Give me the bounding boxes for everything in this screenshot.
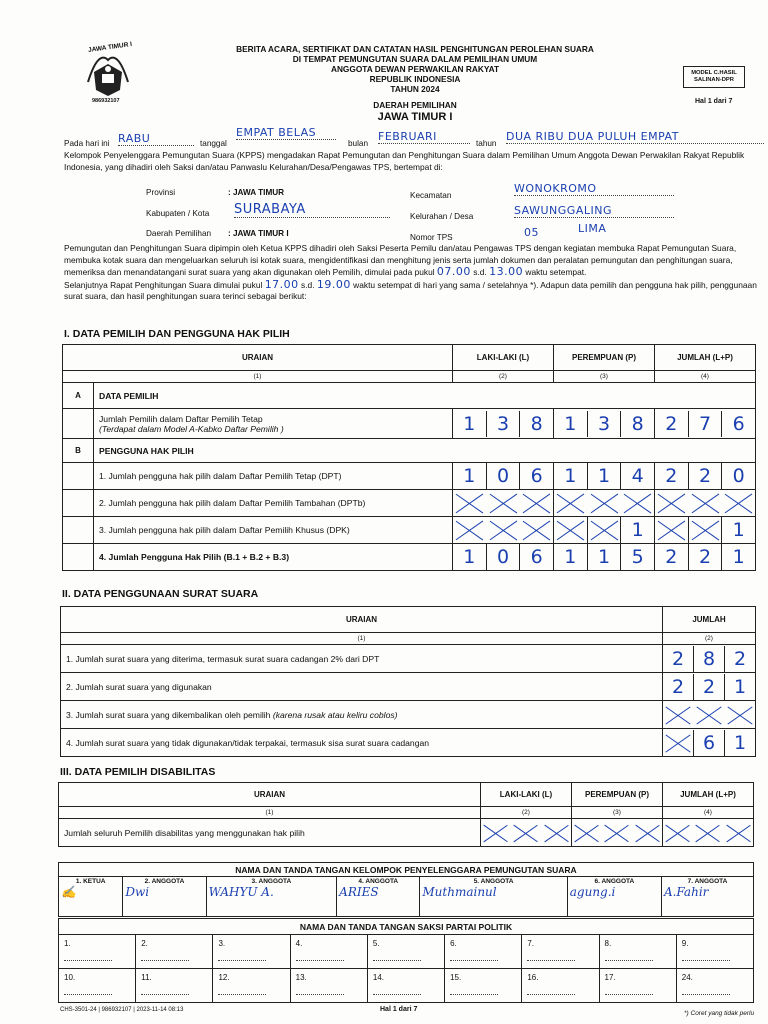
s1-b4-j [655, 544, 755, 570]
kpps-cell-2: 2. ANGGOTA Dwi [123, 877, 206, 917]
model-box: MODEL C.HASIL SALINAN-DPR [683, 66, 745, 88]
s2-r1-value [663, 646, 755, 672]
digit-box: 1 [733, 675, 747, 698]
tps-value: 05 [524, 226, 539, 239]
start-time-1: 07.00 [436, 265, 471, 278]
s1-b3-label: 3. Jumlah pengguna hak pilih dalam Daftar Pemilih Khusus (DPK) [94, 517, 453, 544]
digit-box: 8 [631, 412, 644, 435]
kpps-cell-4: 4. ANGGOTA ARIES [337, 877, 420, 917]
digit-box: 1 [554, 463, 588, 489]
digit-box: 2 [663, 674, 694, 700]
tahun-label: tahun [476, 139, 497, 148]
tps-label: Nomor TPS [410, 233, 453, 242]
digit-box: 2 [733, 647, 747, 670]
saksi-cell: 11. [136, 969, 213, 1003]
s1-b1-l [453, 463, 553, 489]
end-time-2: 19.00 [316, 277, 351, 291]
s1-n1: (1) [63, 371, 453, 383]
digit-box: 2 [655, 411, 689, 437]
sd-label-2: s.d. [301, 279, 315, 290]
bulan-label: bulan [348, 139, 369, 148]
logo-number: 986932107 [92, 98, 120, 104]
crossed-digit-box [655, 517, 689, 543]
s1-b-code: B [63, 439, 94, 463]
digit-box: 1 [554, 544, 588, 570]
s1-b4-p [554, 544, 654, 570]
s1-b1-label: 1. Jumlah pengguna hak pilih dalam Daftar Pemilih Tetap (DPT) [94, 463, 453, 490]
saksi-row-1 [59, 935, 754, 969]
kpps-cell-5: 5. ANGGOTA Muthmainul [420, 877, 567, 917]
s2-col-uraian: URAIAN [61, 607, 663, 633]
s1-n3: (3) [554, 371, 655, 383]
digit-box: 6 [694, 730, 725, 756]
s1-b1-j [655, 463, 755, 489]
kegiatan-paragraph [64, 243, 764, 303]
digit-box: 5 [631, 546, 644, 568]
header-line2: DI TEMPAT PEMUNGUTAN SUARA DALAM PEMILIHAN UMUM [292, 54, 538, 64]
digit-box: 2 [663, 646, 694, 672]
tanggal-value: EMPAT BELAS [236, 126, 336, 140]
saksi-cell: 7. [522, 935, 599, 969]
kelurahan-value: SAWUNGGALING [514, 204, 674, 218]
s2-r2-value [663, 674, 755, 700]
s1-b1-p [554, 463, 654, 489]
s3-col-p: PEREMPUAN (P) [572, 783, 663, 807]
saksi-table [58, 918, 754, 1003]
kegiatan-text: Pemungutan dan Penghitungan Suara dipimpin oleh Ketua KPPS dihadiri oleh Saksi Peserta Pemilu dan/atau Pengawas TPS dengan kegiatan membuka Rapat Pemungutan Suara, membuka kotak suara dan mengeluarkan seluruh isi kotak suara, mengidentifikasi dan menghitung jenis serta jumlah dokumen dan peralatan pemungutan dan penghitungan suara, memeriksa dan menandatangani surat suara yang akan digunakan oleh Pemilih, dimulai pada pukul [64, 243, 737, 277]
s2-r4-label: 4. Jumlah surat suara yang tidak digunakan/tidak terpakai, termasuk sisa surat suara cadangan [61, 729, 663, 757]
s1-b3-p [554, 517, 654, 543]
header-line5: TAHUN 2024 [390, 84, 440, 94]
provinsi-label: Provinsi [146, 188, 176, 197]
opening-text: Kelompok Penyelenggara Pemungutan Suara (KPPS) mengadakan Rapat Pemungutan dan Penghitungan Suara dalam Pemilihan Umum Anggota Dewan Perwakilan Rakyat Republik Indonesia, yang dihadiri oleh Saksi dan/atau Panwaslu Kelurahan/Desa/Pengawas TPS, bertempat di: [64, 150, 745, 172]
digit-box: 2 [689, 463, 723, 489]
digit-box: 0 [487, 463, 521, 489]
saksi-row-2 [59, 969, 754, 1003]
page-indicator: Hal 1 dari 7 [695, 98, 733, 105]
s1-col-l: LAKI-LAKI (L) [453, 345, 554, 371]
signature-table [58, 862, 754, 917]
crossed-digit-box [554, 517, 588, 543]
saksi-cell: 4. [290, 935, 367, 969]
kabupaten-value: SURABAYA [234, 202, 390, 218]
section3-title: III. DATA PEMILIH DISABILITAS [60, 766, 216, 778]
rapat-text-2: waktu setempat di hari yang sama / setelahnya *). Adapun data pemilih dan pengguna hak pilih, penggunaan surat suara, dan hasil penghitungan suara terinci sebagai berikut: [64, 279, 757, 301]
digit-box: 1 [732, 519, 745, 541]
s3-col-j: JUMLAH (L+P) [663, 783, 754, 807]
s1-a-title: DATA PEMILIH [94, 383, 756, 409]
section1-title: I. DATA PEMILIH DAN PENGGUNA HAK PILIH [64, 328, 290, 340]
s3-r1-label: Jumlah seluruh Pemilih disabilitas yang menggunakan hak pilih [59, 819, 481, 847]
digit-box: 0 [732, 465, 745, 487]
saksi-cell: 5. [367, 935, 444, 969]
saksi-cell: 9. [676, 935, 753, 969]
digit-box: 0 [487, 544, 521, 570]
digit-box: 1 [588, 544, 622, 570]
digit-box: 4 [631, 465, 644, 487]
s1-a1-p [554, 411, 654, 437]
logo-text: JAWA TIMUR I [87, 40, 133, 55]
s1-b-title: PENGGUNA HAK PILIH [94, 439, 756, 463]
kpps-cell-6: 6. ANGGOTA agung.i [567, 877, 661, 917]
footer-page: Hal 1 dari 7 [380, 1006, 418, 1013]
kpps-sig-1: ✍ [61, 885, 76, 899]
s3-col-uraian: URAIAN [59, 783, 481, 807]
section1-table [62, 344, 756, 571]
digit-box: 1 [732, 546, 745, 568]
daerah-pemilihan-label: Daerah Pemilihan [146, 229, 212, 238]
s1-n2: (2) [453, 371, 554, 383]
s2-n1: (1) [61, 633, 663, 645]
s1-b2-label: 2. Jumlah pengguna hak pilih dalam Daftar Pemilih Tambahan (DPTb) [94, 490, 453, 517]
s1-a1-l [453, 411, 553, 437]
s1-a1-label: Jumlah Pemilih dalam Daftar Pemilih Tetap (Terdapat dalam Model A-Kabko Daftar Pemilih ) [94, 409, 453, 439]
digit-box: 7 [689, 411, 723, 437]
document-header [190, 44, 640, 124]
digit-box: 1 [453, 544, 487, 570]
crossed-digit-box [663, 730, 694, 756]
crossed-digit-box [588, 517, 622, 543]
digit-box: 1 [453, 463, 487, 489]
s3-n2: (2) [481, 807, 572, 819]
digit-box: 2 [655, 463, 689, 489]
s1-n4: (4) [655, 371, 756, 383]
saksi-cell: 14. [367, 969, 444, 1003]
kpu-logo [78, 42, 138, 104]
s3-col-l: LAKI-LAKI (L) [481, 783, 572, 807]
digit-box: 1 [554, 411, 588, 437]
end-time-1: 13.00 [489, 265, 524, 278]
kpps-title: NAMA DAN TANDA TANGAN KELOMPOK PENYELENGGARA PEMUNGUTAN SUARA [59, 863, 754, 877]
digit-box: 3 [588, 411, 622, 437]
section3-table [58, 782, 754, 847]
digit-box: 1 [733, 731, 747, 754]
digit-box: 2 [689, 544, 723, 570]
waktu-setempat: waktu setempat. [525, 267, 587, 277]
s1-col-j: JUMLAH (L+P) [655, 345, 756, 371]
s3-n1: (1) [59, 807, 481, 819]
s1-b4-l [453, 544, 553, 570]
kecamatan-value: WONOKROMO [514, 182, 674, 196]
sd-label: s.d. [473, 267, 487, 277]
s2-r2-label: 2. Jumlah surat suara yang digunakan [61, 673, 663, 701]
saksi-cell: 6. [445, 935, 522, 969]
digit-box: 1 [631, 519, 644, 541]
kabupaten-label: Kabupaten / Kota [146, 209, 210, 218]
start-time-2: 17.00 [264, 277, 299, 291]
digit-box: 2 [694, 674, 725, 700]
saksi-cell: 13. [290, 969, 367, 1003]
kpps-cell-7: 7. ANGGOTA A.Fahir [661, 877, 753, 917]
s3-n3: (3) [572, 807, 663, 819]
footer-code: CHS-3501-24 | 986932107 | 2023-11-14 08:13 [60, 1007, 184, 1013]
header-line4: REPUBLIK INDONESIA [369, 74, 461, 84]
s2-col-j: JUMLAH [663, 607, 756, 633]
digit-box: 1 [588, 463, 622, 489]
kpps-signature-row [59, 877, 754, 917]
provinsi-value: : JAWA TIMUR [228, 188, 285, 197]
kpps-cell-3: 3. ANGGOTA WAHYU A. [206, 877, 337, 917]
saksi-cell: 1. [59, 935, 136, 969]
s2-r4-value [663, 730, 755, 756]
daerah-label: DAERAH PEMILIHAN [373, 100, 457, 110]
saksi-cell: 15. [445, 969, 522, 1003]
s3-n4: (4) [663, 807, 754, 819]
kpps-cell-1: 1. KETUA ✍ [59, 877, 123, 917]
kecamatan-label: Kecamatan [410, 191, 452, 200]
saksi-cell: 17. [599, 969, 676, 1003]
saksi-cell: 8. [599, 935, 676, 969]
tanggal-label: tanggal [200, 139, 227, 148]
digit-box: 1 [453, 411, 487, 437]
saksi-cell: 3. [213, 935, 290, 969]
digit-box: 6 [530, 546, 543, 568]
digit-box: 6 [530, 465, 543, 487]
saksi-cell: 10. [59, 969, 136, 1003]
tahun-value: DUA RIBU DUA PULUH EMPAT [506, 130, 764, 144]
digit-box: 6 [732, 412, 745, 435]
saksi-title: NAMA DAN TANDA TANGAN SAKSI PARTAI POLITIK [59, 919, 754, 935]
s1-col-uraian: URAIAN [63, 345, 453, 371]
saksi-cell: 24. [676, 969, 753, 1003]
saksi-cell: 12. [213, 969, 290, 1003]
section2-title: II. DATA PENGGUNAAN SURAT SUARA [62, 588, 259, 600]
header-line1: BERITA ACARA, SERTIFIKAT DAN CATATAN HASIL PENGHITUNGAN PEROLEHAN SUARA [236, 44, 594, 54]
s1-b4-label: 4. Jumlah Pengguna Hak Pilih (B.1 + B.2 + B.3) [94, 544, 453, 571]
digit-box: 2 [655, 544, 689, 570]
footer-note: *) Coret yang tidak perlu [684, 1010, 755, 1017]
hari-value: RABU [118, 132, 194, 146]
crossed-digit-box [689, 517, 723, 543]
s1-b3-j [655, 517, 755, 543]
daerah-value: JAWA TIMUR I [377, 111, 453, 123]
tps-words: LIMA [578, 222, 607, 235]
rapat-text: Selanjutnya Rapat Penghitungan Suara dimulai pukul [64, 279, 263, 290]
daerah-pemilihan-value: : JAWA TIMUR I [228, 229, 289, 238]
s1-a1-j [655, 411, 755, 437]
bulan-value: FEBRUARI [378, 130, 470, 144]
s1-a-code: A [63, 383, 94, 409]
s2-r3-label: 3. Jumlah surat suara yang dikembalikan oleh pemilih (karena rusak atau keliru coblos) [61, 701, 663, 729]
saksi-cell: 16. [522, 969, 599, 1003]
s2-r1-label: 1. Jumlah surat suara yang diterima, termasuk surat suara cadangan 2% dari DPT [61, 645, 663, 673]
pada-hari-ini-label: Pada hari ini [64, 139, 110, 148]
section2-table [60, 606, 756, 757]
kelurahan-label: Kelurahan / Desa [410, 212, 474, 221]
digit-box: 8 [530, 412, 543, 435]
digit-box: 8 [694, 646, 725, 672]
digit-box: 3 [487, 411, 521, 437]
header-line3: ANGGOTA DEWAN PERWAKILAN RAKYAT [330, 64, 500, 74]
saksi-cell: 2. [136, 935, 213, 969]
s2-n2: (2) [663, 633, 756, 645]
s1-col-p: PEREMPUAN (P) [554, 345, 655, 371]
